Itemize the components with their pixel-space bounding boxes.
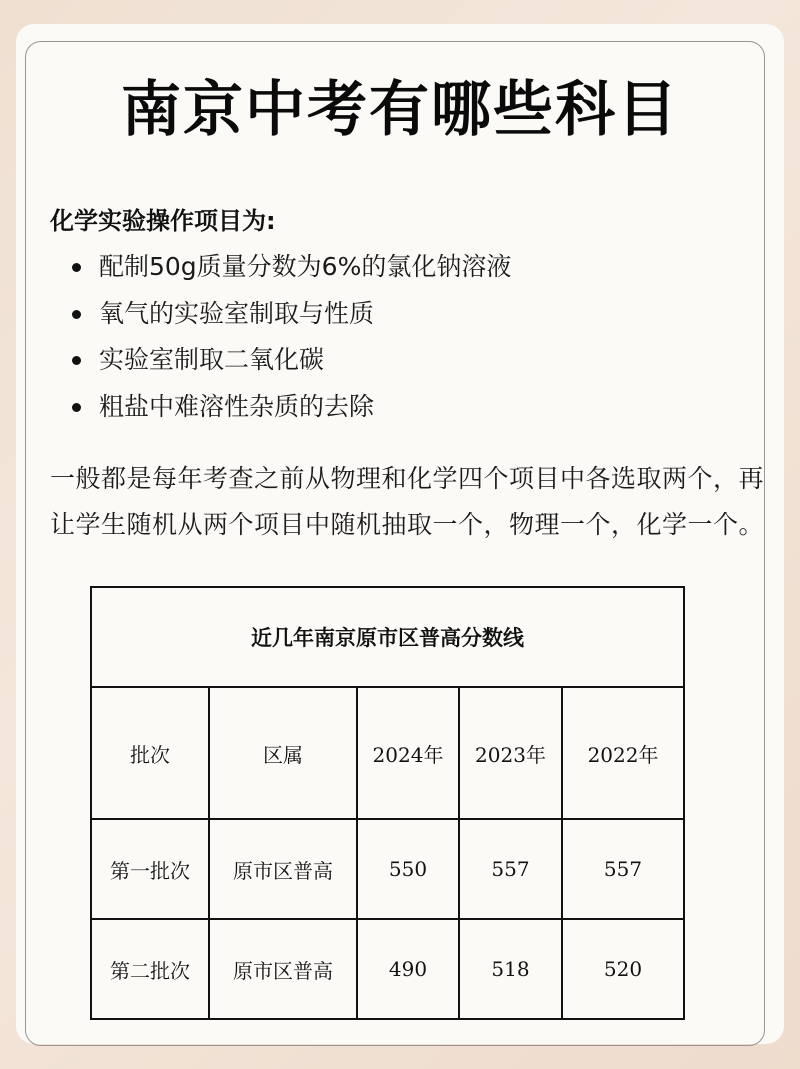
list-item xyxy=(72,297,511,344)
bullet-icon xyxy=(72,403,81,412)
bullet-icon xyxy=(72,356,81,365)
list-item xyxy=(72,343,511,390)
list-item-text: 氧气的实验室制取与性质 xyxy=(99,298,375,328)
column-header-2022: 2022年 xyxy=(562,687,684,819)
exam-description-paragraph: 一般都是每年考查之前从物理和化学四个项目中各选取两个，再让学生随机从两个项目中随机抽取一个，物理一个，化学一个。 xyxy=(50,464,765,539)
cell-2023: 557 xyxy=(459,819,562,919)
list-item-text: 粗盐中难溶性杂质的去除 xyxy=(99,391,375,421)
cell-district: 原市区普高 xyxy=(209,819,357,919)
column-header-batch: 批次 xyxy=(91,687,209,819)
cell-district: 原市区普高 xyxy=(209,919,357,1019)
bullet-icon xyxy=(72,263,81,272)
chemistry-heading: 化学实验操作项目为: xyxy=(50,207,276,235)
cell-2024: 490 xyxy=(357,919,459,1019)
column-header-2023: 2023年 xyxy=(459,687,562,819)
table-row xyxy=(91,919,684,1019)
cell-batch: 第二批次 xyxy=(91,919,209,1019)
table-row xyxy=(91,819,684,919)
list-item xyxy=(72,390,511,437)
table-caption-row xyxy=(91,587,684,687)
table-caption: 近几年南京原市区普高分数线 xyxy=(91,587,684,687)
table-header-row xyxy=(91,687,684,819)
cell-2023: 518 xyxy=(459,919,562,1019)
list-item xyxy=(72,250,511,297)
cell-batch: 第一批次 xyxy=(91,819,209,919)
cell-2022: 557 xyxy=(562,819,684,919)
cell-2022: 520 xyxy=(562,919,684,1019)
chemistry-items-list xyxy=(72,250,511,436)
cell-2024: 550 xyxy=(357,819,459,919)
score-line-table xyxy=(90,586,685,1020)
bullet-icon xyxy=(72,310,81,319)
list-item-text: 实验室制取二氧化碳 xyxy=(99,345,325,374)
column-header-2024: 2024年 xyxy=(357,687,459,819)
list-item-text: 配制50g质量分数为6%的氯化钠溶液 xyxy=(99,252,512,281)
page-title: 南京中考有哪些科目 xyxy=(121,75,679,145)
column-header-district: 区属 xyxy=(209,687,357,819)
